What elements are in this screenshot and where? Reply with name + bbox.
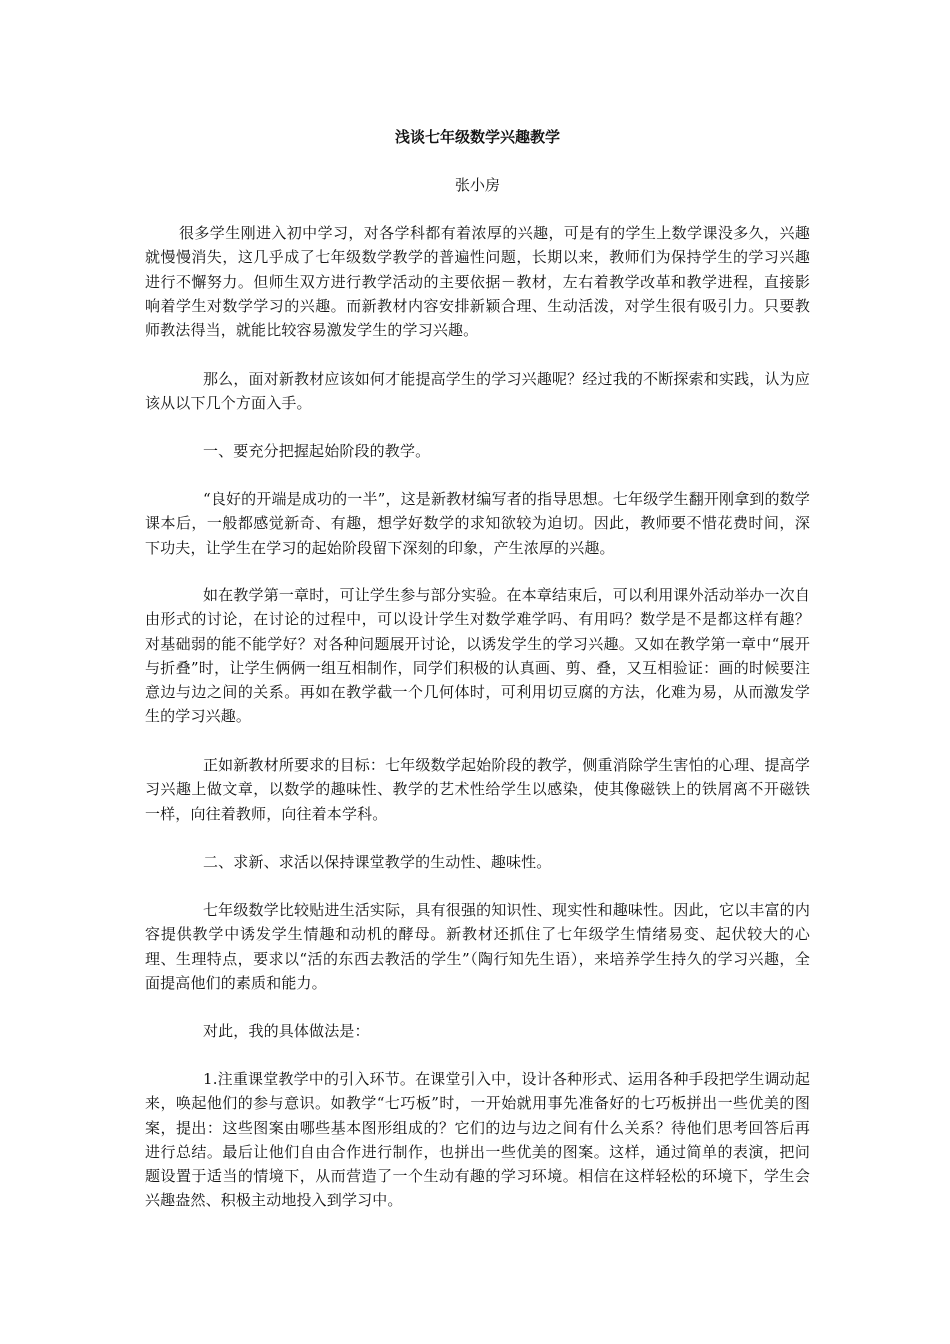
document-title: 浅谈七年级数学兴趣教学 [394, 128, 560, 146]
paragraph-goal: 正如新教材所要求的目标：七年级数学起始阶段的教学，侧重消除学生害怕的心理、提高学习兴趣上做文章，以数学的趣味性、教学的艺术性给学生以感染，使其像磁铁上的铁屑离不开磁铁一样，向往着教师，向往着本学科。 [145, 756, 810, 823]
paragraph-question: 那么，面对新教材应该如何才能提高学生的学习兴趣呢？经过我的不断探索和实践，认为应该从以下几个方面入手。 [145, 370, 810, 413]
paragraph-intro: 很多学生刚进入初中学习，对各学科都有着浓厚的兴趣，可是有的学生上数学课没多久，兴趣就慢慢消失，这几乎成了七年级数学教学的普遍性问题，长期以来，教师们为保持学生的学习兴趣进行不懈努力。但师生双方进行教学活动的主要依据－教材，左右着教学改革和教学进程，直接影响着学生对数学学习的兴趣。而新教材内容安排新颖合理、生动活泼，对学生很有吸引力。只要教师教法得当，就能比较容易激发学生的学习兴趣。 [145, 224, 810, 340]
paragraph-good-start: “良好的开端是成功的一半”，这是新教材编写者的指导思想。七年级学生翻开刚拿到的数学课本后，一般都感觉新奇、有趣，想学好数学的求知欲较为迫切。因此，教师要不惜花费时间，深下功夫，让学生在学习的起始阶段留下深刻的印象，产生浓厚的兴趣。 [145, 490, 810, 557]
section-heading-2: 二、求新、求活以保持课堂教学的生动性、趣味性。 [203, 853, 552, 871]
section-heading-1: 一、要充分把握起始阶段的教学。 [203, 442, 431, 460]
paragraph-real-life: 七年级数学比较贴进生活实际，具有很强的知识性、现实性和趣味性。因此，它以丰富的内容提供教学中诱发学生情趣和动机的酵母。新教材还抓住了七年级学生情绪易变、起伏较大的心理、生理特点，要求以“活的东西去教活的学生”（陶行知先生语），来培养学生持久的学习兴趣，全面提高他们的素质和能力。 [145, 901, 810, 992]
document-author: 张小房 [454, 176, 500, 194]
paragraph-method-1: 1.注重课堂教学中的引入环节。在课堂引入中，设计各种形式、运用各种手段把学生调动起来，唤起他们的参与意识。如教学“七巧板”时，一开始就用事先准备好的七巧板拼出一些优美的图案，提出：这些图案由哪些基本图形组成的？它们的边与边之间有什么关系？待他们思考回答后再进行总结。最后让他们自由合作进行制作，也拼出一些优美的图案。这样，通过简单的表演，把问题设置于适当的情境下，从而营造了一个生动有趣的学习环境。相信在这样轻松的环境下，学生会兴趣盎然、积极主动地投入到学习中。 [145, 1070, 810, 1210]
paragraph-method-intro: 对此，我的具体做法是： [203, 1022, 370, 1040]
paragraph-chapter-one: 如在教学第一章时，可让学生参与部分实验。在本章结束后，可以利用课外活动举办一次自由形式的讨论，在讨论的过程中，可以设计学生对数学难学吗、有用吗？数学是不是都这样有趣？对基础弱的能不能学好？对各种问题展开讨论，以诱发学生的学习兴趣。又如在教学第一章中“展开与折叠”时，让学生俩俩一组互相制作，同学们积极的认真画、剪、叠，又互相验证：画的时候要注意边与边之间的关系。再如在教学截一个几何体时，可利用切豆腐的方法，化难为易，从而激发学生的学习兴趣。 [145, 586, 810, 726]
